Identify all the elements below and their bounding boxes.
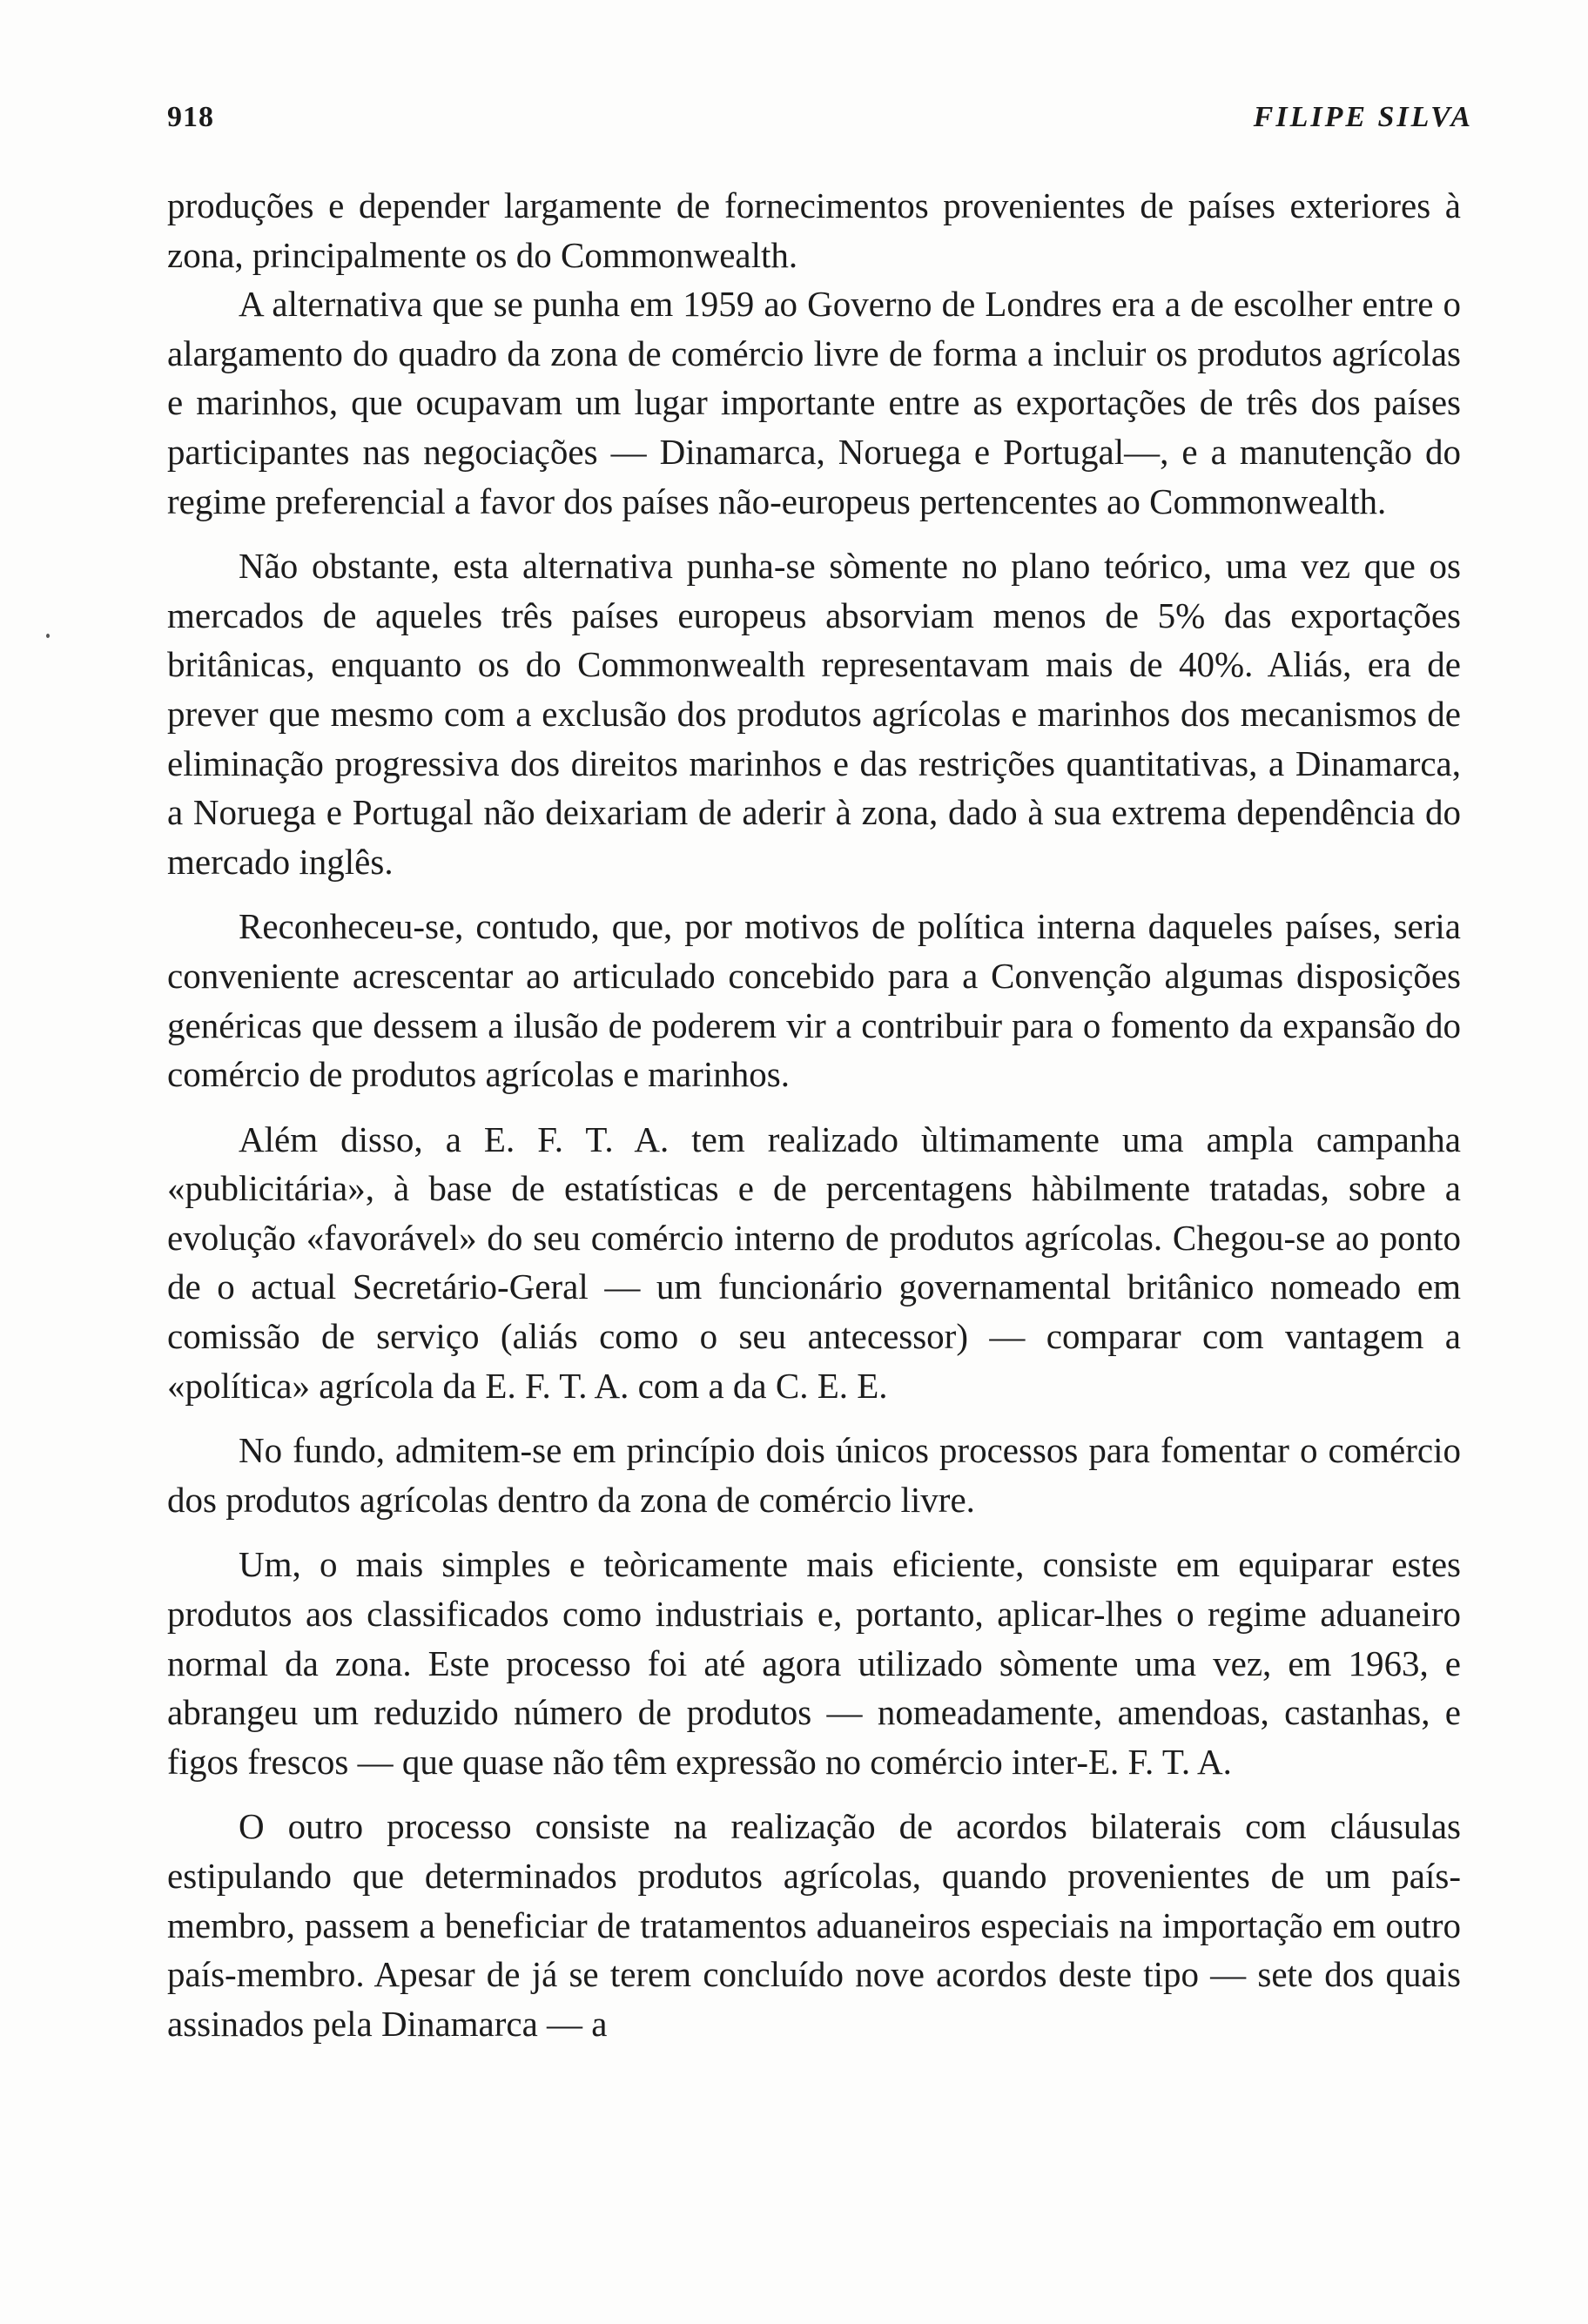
paragraph-alem-disso: Além disso, a E. F. T. A. tem realizado ùltimamente uma ampla campanha «publicitária», à base de estatísticas e de percentagens hàbilmente tratadas, sobre a evolução «favorável» do seu comércio interno de produtos agrícolas. Chegou-se ao ponto de o actual Secretário-Geral — um funcionário governamental britânico nomeado em comissão de serviço (aliás como o seu antecessor) — comparar com vantagem a «política» agrícola da E. F. T. A. com a da C. E. E. xyxy=(167,1118,1461,1406)
paragraph-no-fundo: No fundo, admitem-se em princípio dois únicos processos para fomentar o comércio dos produtos agrícolas dentro da zona de comércio livre. xyxy=(167,1430,1461,1520)
paragraph-o-outro-processo: O outro processo consiste na realização de acordos bilaterais com cláusulas estipulando que determinados produtos agrícolas, quando provenientes de um país-membro, passem a beneficiar de tratamentos aduaneiros especiais na importação em outro país-membro. Apesar de já se terem concluído nove acordos deste tipo — sete dos quais assinados pela Dinamarca — a xyxy=(167,1806,1461,2044)
page-number: 918 xyxy=(167,101,214,133)
paragraph-alternative-1959: A alternativa que se punha em 1959 ao Governo de Londres era a de escolher entre o alargamento do quadro da zona de comércio livre de forma a incluir os produtos agrícolas e marinhos, que ocupavam um lugar importante entre as exportações de três dos países participantes nas negociações — Dinamarca, Noruega e Portugal—, e a manutenção do regime preferencial a favor dos países não-europeus pertencentes ao Commonwealth. xyxy=(167,284,1461,521)
running-header xyxy=(167,101,1473,153)
paragraph-um-o-mais-simples: Um, o mais simples e teòricamente mais eficiente, consiste em equiparar estes produtos aos classificados como industriais e, portanto, aplicar-lhes o regime aduaneiro normal da zona. Este processo foi até agora utilizado sòmente uma vez, em 1963, e abrangeu um reduzido número de produtos — nomeadamente, amendoas, castanhas, e figos frescos — que quase não têm expressão no comércio inter-E. F. T. A. xyxy=(167,1544,1461,1782)
paragraph-continuation: produções e depender largamente de fornecimentos provenientes de países exteriores à zona, principalmente os do Commonwealth. xyxy=(167,185,1461,275)
paragraph-reconheceu-se: Reconheceu-se, contudo, que, por motivos de política interna daqueles países, seria conveniente acrescentar ao articulado concebido para a Convenção algumas disposições genéricas que dessem a ilusão de poderem vir a contribuir para o fomento da expansão do comércio de produtos agrícolas e marinhos. xyxy=(167,906,1461,1095)
running-head-author: FILIPE SILVA xyxy=(1253,101,1473,133)
paragraph-nao-obstante: Não obstante, esta alternativa punha-se sòmente no plano teórico, uma vez que os mercados de aqueles três países europeus absorviam menos de 5% das exportações britânicas, enquanto os do Commonwealth representavam mais de 40%. Aliás, era de prever que mesmo com a exclusão dos produtos agrícolas e marinhos dos mecanismos de eliminação progressiva dos direitos marinhos e das restrições quantitativas, a Dinamarca, a Noruega e Portugal não deixariam de aderir à zona, dado à sua extrema dependência do mercado inglês. xyxy=(167,546,1461,882)
margin-speck xyxy=(46,634,50,638)
body-text xyxy=(167,181,1461,2052)
